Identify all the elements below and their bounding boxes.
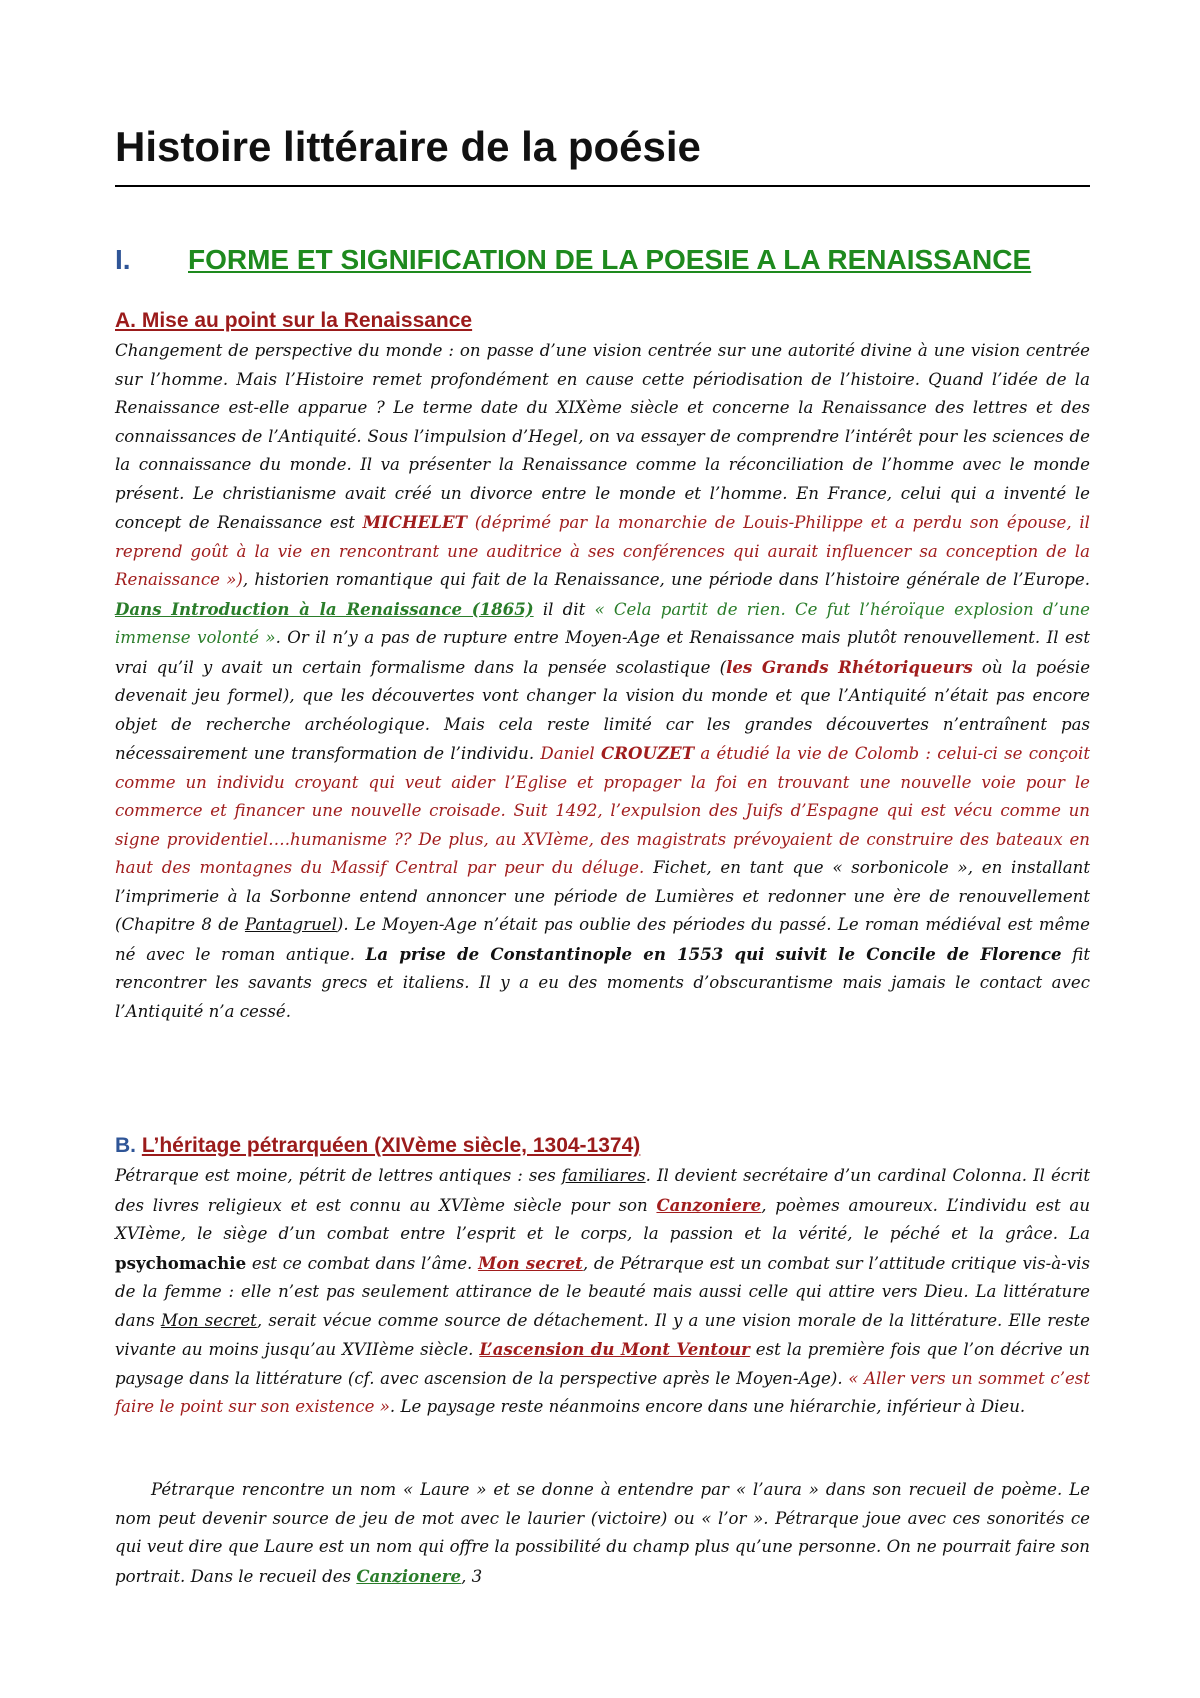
text-run: Daniel [540, 744, 602, 763]
text-run: où la poésie devenait jeu formel), que les découvertes vont changer la vision du monde et que l’Antiquité n’était pas encore objet de recherche archéologique. Mais cela reste limité car les grandes découvertes n’entraînent pas nécessairement une transformation de l’individu. [115, 657, 1091, 763]
text-run: Pantagruel [244, 915, 337, 934]
text-run: Fichet, en tant que « sorbonicole », en installant l’imprimerie à la Sorbonne entend annoncer une période de Lumières et redonner une ère de renouvellement (Chapitre 8 de [115, 858, 1090, 934]
paragraph-renaissance [115, 337, 1090, 1026]
text-run: La prise de Constantinople en 1553 qui suivit le Concile de Florence [365, 943, 1062, 964]
text-run: Pétrarque est moine, pétrit de lettres antiques : ses [115, 1166, 562, 1185]
subsection-heading-b [115, 1133, 1090, 1158]
paragraph-petrarque-1 [115, 1162, 1090, 1422]
title-underline-rule [115, 185, 1090, 187]
text-run: fit rencontrer les savants grecs et italiens. Il y a eu des moments d’obscurantisme mais jamais le contact avec l’Antiquité n’a cessé. [115, 944, 1090, 1021]
text-run: Pétrarque rencontre un nom « Laure » et se donne à entendre par « l’aura » dans son recueil de poème. Le nom peut devenir source de jeu de mot avec le laurier (victoire) ou « l’or ». Pétrarque joue avec ces sonorités ce qui veut dire que Laure est un nom qui offre la possibilité du champ plus qu’une personne. On ne pourrait faire son portrait. Dans le recueil des [115, 1480, 1090, 1586]
text-run: Changement de perspective du monde : on passe d’une vision centrée sur une autorité divine à une vision centrée sur l’homme. Mais l’Histoire remet profondément en cause cette périodisation de l’histoire. Quand l’idée de la Renaissance est-elle apparue ? Le terme date du XIXème siècle et concerne la Renaissance des lettres et des connaissances de l’Antiquité. Sous l’impulsion d’Hegel, on va essayer de comprendre l’intérêt pour les sciences de la connaissance du monde. Il va présenter la Renaissance comme la réconciliation de l’homme avec le monde présent. Le christianisme avait créé un divorce entre le monde et l’homme. En France, celui qui a inventé le concept de Renaissance est [115, 341, 1090, 532]
text-run: familiares [561, 1166, 646, 1185]
text-run: « Aller vers un sommet c’est faire le point sur son existence » [115, 1368, 1090, 1416]
document-title: Histoire littéraire de la poésie [115, 123, 701, 170]
text-run: , poèmes amoureux. L’individu est au XVIème, le siège d’un combat entre l’esprit et le corps, la passion et la vérité, le péché et la grâce. La [115, 1195, 1091, 1243]
text-run: L’ascension du Mont Ventour [479, 1339, 750, 1359]
text-run: , de Pétrarque est un combat sur l’attitude critique vis-à-vis de la femme : elle n’est pas seulement attirance de le beauté mais aussi celle qui attire vers Dieu. La littérature dans [115, 1253, 1090, 1330]
text-run: MICHELET [362, 512, 467, 532]
subsection-b-title: L’héritage pétrarquéen (XIVème siècle, 1304-1374) [141, 1134, 641, 1157]
text-run: . Or il n’y a pas de rupture entre Moyen-Age et Renaissance mais plutôt renouvellement. Il est vrai qu’il y avait un certain formalisme dans la pensée scolastique ( [115, 628, 1090, 677]
text-run: est ce combat dans l’âme. [246, 1253, 479, 1273]
paragraph-petrarque-2 [115, 1476, 1090, 1591]
text-run: ). Le Moyen-Age n’était pas oublie des périodes du passé. Le roman médiéval est même né avec le roman antique. [115, 915, 1090, 964]
text-run: , serait vécue comme source de détachement. Il y a une vision morale de la littérature. Elle reste vivante au moins jusqu’au XVIIème siècle. [115, 1310, 1090, 1359]
text-run: . Le paysage reste néanmoins encore dans une hiérarchie, inférieur à Dieu. [389, 1397, 1026, 1416]
text-run: (déprimé par la monarchie de Louis-Philippe et a perdu son épouse, il reprend goût à la vie en rencontrant une auditrice à ses conférences qui aurait influencer sa conception de la Renaissance ») [115, 513, 1090, 589]
text-run: . Il devient secrétaire d’un cardinal Colonna. Il écrit des livres religieux et est connu au XVIème siècle pour son [115, 1166, 1090, 1215]
text-run: Canzionere [356, 1565, 462, 1586]
text-run: , 3 [461, 1566, 483, 1586]
text-run: les Grands Rhétoriqueurs [726, 656, 973, 677]
text-run: CROUZET [601, 743, 695, 763]
text-run: psychomachie [115, 1252, 247, 1273]
section-heading-1 [115, 243, 1090, 277]
text-run: Mon secret [160, 1310, 257, 1330]
text-run: Canzoniere [656, 1194, 762, 1215]
subsection-b-letter: B. [115, 1134, 136, 1157]
text-run: a étudié la vie de Colomb : celui-ci se conçoit comme un individu croyant qui veut aider l’Eglise et propager la foi en trouvant une nouvelle voie pour le commerce et financer une nouvelle croisade. Suit 1492, l’expulsion des Juifs d’Espagne qui est vécu comme un signe providentiel….humanisme ?? De plus, au XVIème, des magistrats prévoyaient de construire des bateaux en haut des montagnes du Massif Central par peur du déluge. [115, 744, 1090, 877]
text-run: Dans Introduction à la Renaissance (1865) [115, 598, 534, 619]
text-run: « Cela partit de rien. Ce fut l’héroïque explosion d’une immense volonté » [115, 599, 1090, 647]
section-number: I. [115, 244, 131, 275]
section-title: FORME ET SIGNIFICATION DE LA POESIE A LA RENAISSANCE [188, 244, 1032, 275]
text-run: est la première fois que l’on décrive un paysage dans la littérature (cf. avec ascension de la perspective après le Moyen-Age). [115, 1340, 1090, 1388]
text-run: Mon secret [478, 1252, 583, 1273]
text-run: il dit [533, 599, 595, 619]
text-run: , historien romantique qui fait de la Renaissance, une période dans l’histoire générale de l’Europe. [242, 570, 1090, 589]
subsection-a-title: A. Mise au point sur la Renaissance [115, 309, 473, 332]
subsection-heading-a [115, 308, 1090, 333]
